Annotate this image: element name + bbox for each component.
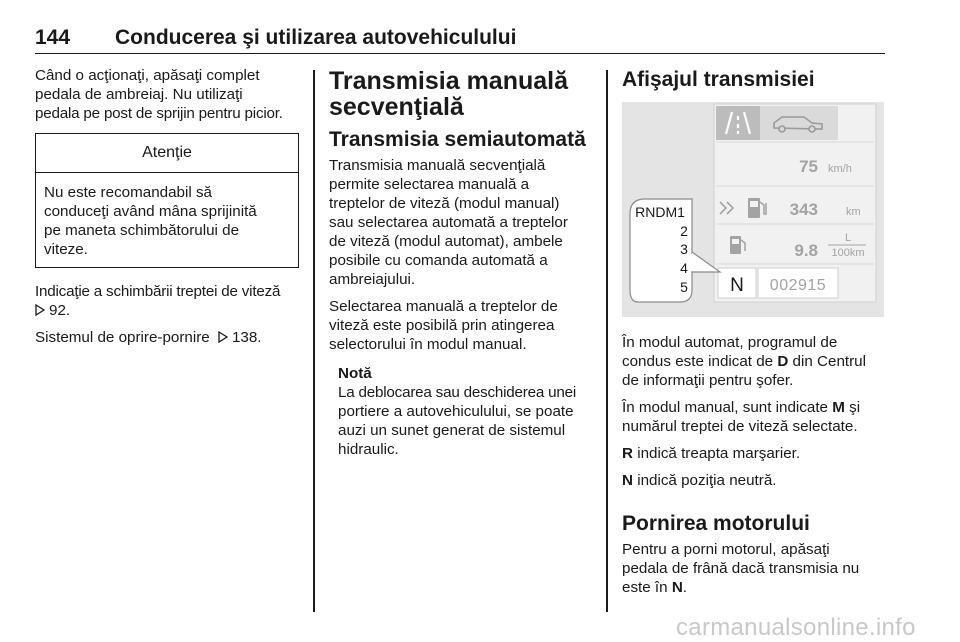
page-reference-arrow-icon	[35, 304, 45, 316]
gear-number-5: 5	[680, 279, 688, 295]
consumption-value: 9.8	[794, 241, 818, 260]
column-1	[35, 66, 299, 355]
paragraph-manual-selection: Selectarea manuală a treptelor de viteză este posibilă prin atingerea selectorului în modul manual.	[329, 298, 558, 353]
speed-value: 75	[799, 157, 818, 176]
page-number: 144	[35, 26, 71, 49]
watermark: carmanualsonline.info	[676, 614, 916, 641]
gear-number-2: 2	[680, 223, 688, 239]
page-reference-arrow-icon	[218, 331, 228, 343]
warning-title: Atenţie	[36, 134, 298, 173]
cross-reference-stop-start[interactable]: Sistemul de oprire-pornire 138.	[35, 329, 262, 346]
cross-reference-shift-indication[interactable]: Indicaţie a schimbării treptei de viteză 92.	[35, 283, 281, 319]
paragraph-intro: Transmisia manuală secvenţială permite selectarea manuală a treptelor de viteză (modul manual) sau selectarea automată a treptelor de viteză (modul automat), ambele posibile cu comanda automată a ambreiajului.	[329, 157, 568, 288]
lane-icon-tile	[716, 106, 760, 140]
subsection-heading: Transmisia semiautomată	[329, 128, 586, 151]
odometer-value: 002915	[769, 277, 827, 294]
column-divider-1	[313, 70, 315, 612]
warning-box	[35, 133, 299, 268]
gear-indicator: N	[730, 275, 744, 296]
instrument-cluster-illustration	[622, 102, 884, 317]
paragraph-engine-start: Pentru a porni motorul, apăsaţi pedala de frână dacă transmisia nu este în N.	[622, 541, 860, 596]
column-2	[329, 66, 591, 459]
gear-number-3: 3	[680, 241, 688, 257]
transmission-display-figure	[622, 102, 884, 317]
section-heading: Transmisia manuală secvenţială	[329, 67, 569, 121]
gear-number-4: 4	[680, 260, 688, 276]
consumption-unit-top: L	[844, 232, 852, 244]
column-3	[622, 66, 884, 605]
note-block: Notă La deblocarea sau deschiderea unei portiere a autovehiculului, se poate auzi un sunet generat de sistemul hidraulic.	[329, 364, 591, 459]
range-unit: km	[846, 206, 861, 218]
running-title: Conducerea şi utilizarea autovehiculului	[115, 26, 517, 49]
paragraph-automatic-mode: În modul automat, programul de condus este indicat de D din Centrul de informaţii pentru şofer.	[622, 334, 866, 389]
gear-mode-labels: RNDM1	[635, 204, 685, 220]
paragraph-neutral: N indică poziţia neutră.	[622, 472, 777, 489]
consumption-unit-bottom: 100km	[831, 247, 865, 259]
paragraph-reverse: R indică treapta marşarier.	[622, 445, 801, 462]
warning-text: Nu este recomandabil să conduceţi având mâna sprijinită pe maneta schimbătorului de viteze.	[44, 184, 257, 258]
note-label: Notă	[338, 365, 372, 382]
page-header	[35, 26, 885, 54]
speed-unit: km/h	[828, 163, 852, 175]
paragraph-manual-mode: În modul manual, sunt indicate M şi numărul treptei de viteză selectate.	[622, 399, 861, 435]
intro-paragraph: Când o acţionaţi, apăsaţi complet pedala de ambreiaj. Nu utilizaţi pedala pe post de sprijin pentru picior.	[35, 67, 283, 122]
range-value: 343	[789, 200, 818, 219]
display-heading: Afişajul transmisiei	[622, 68, 815, 91]
engine-start-heading: Pornirea motorului	[622, 512, 810, 535]
column-divider-2	[606, 70, 608, 612]
